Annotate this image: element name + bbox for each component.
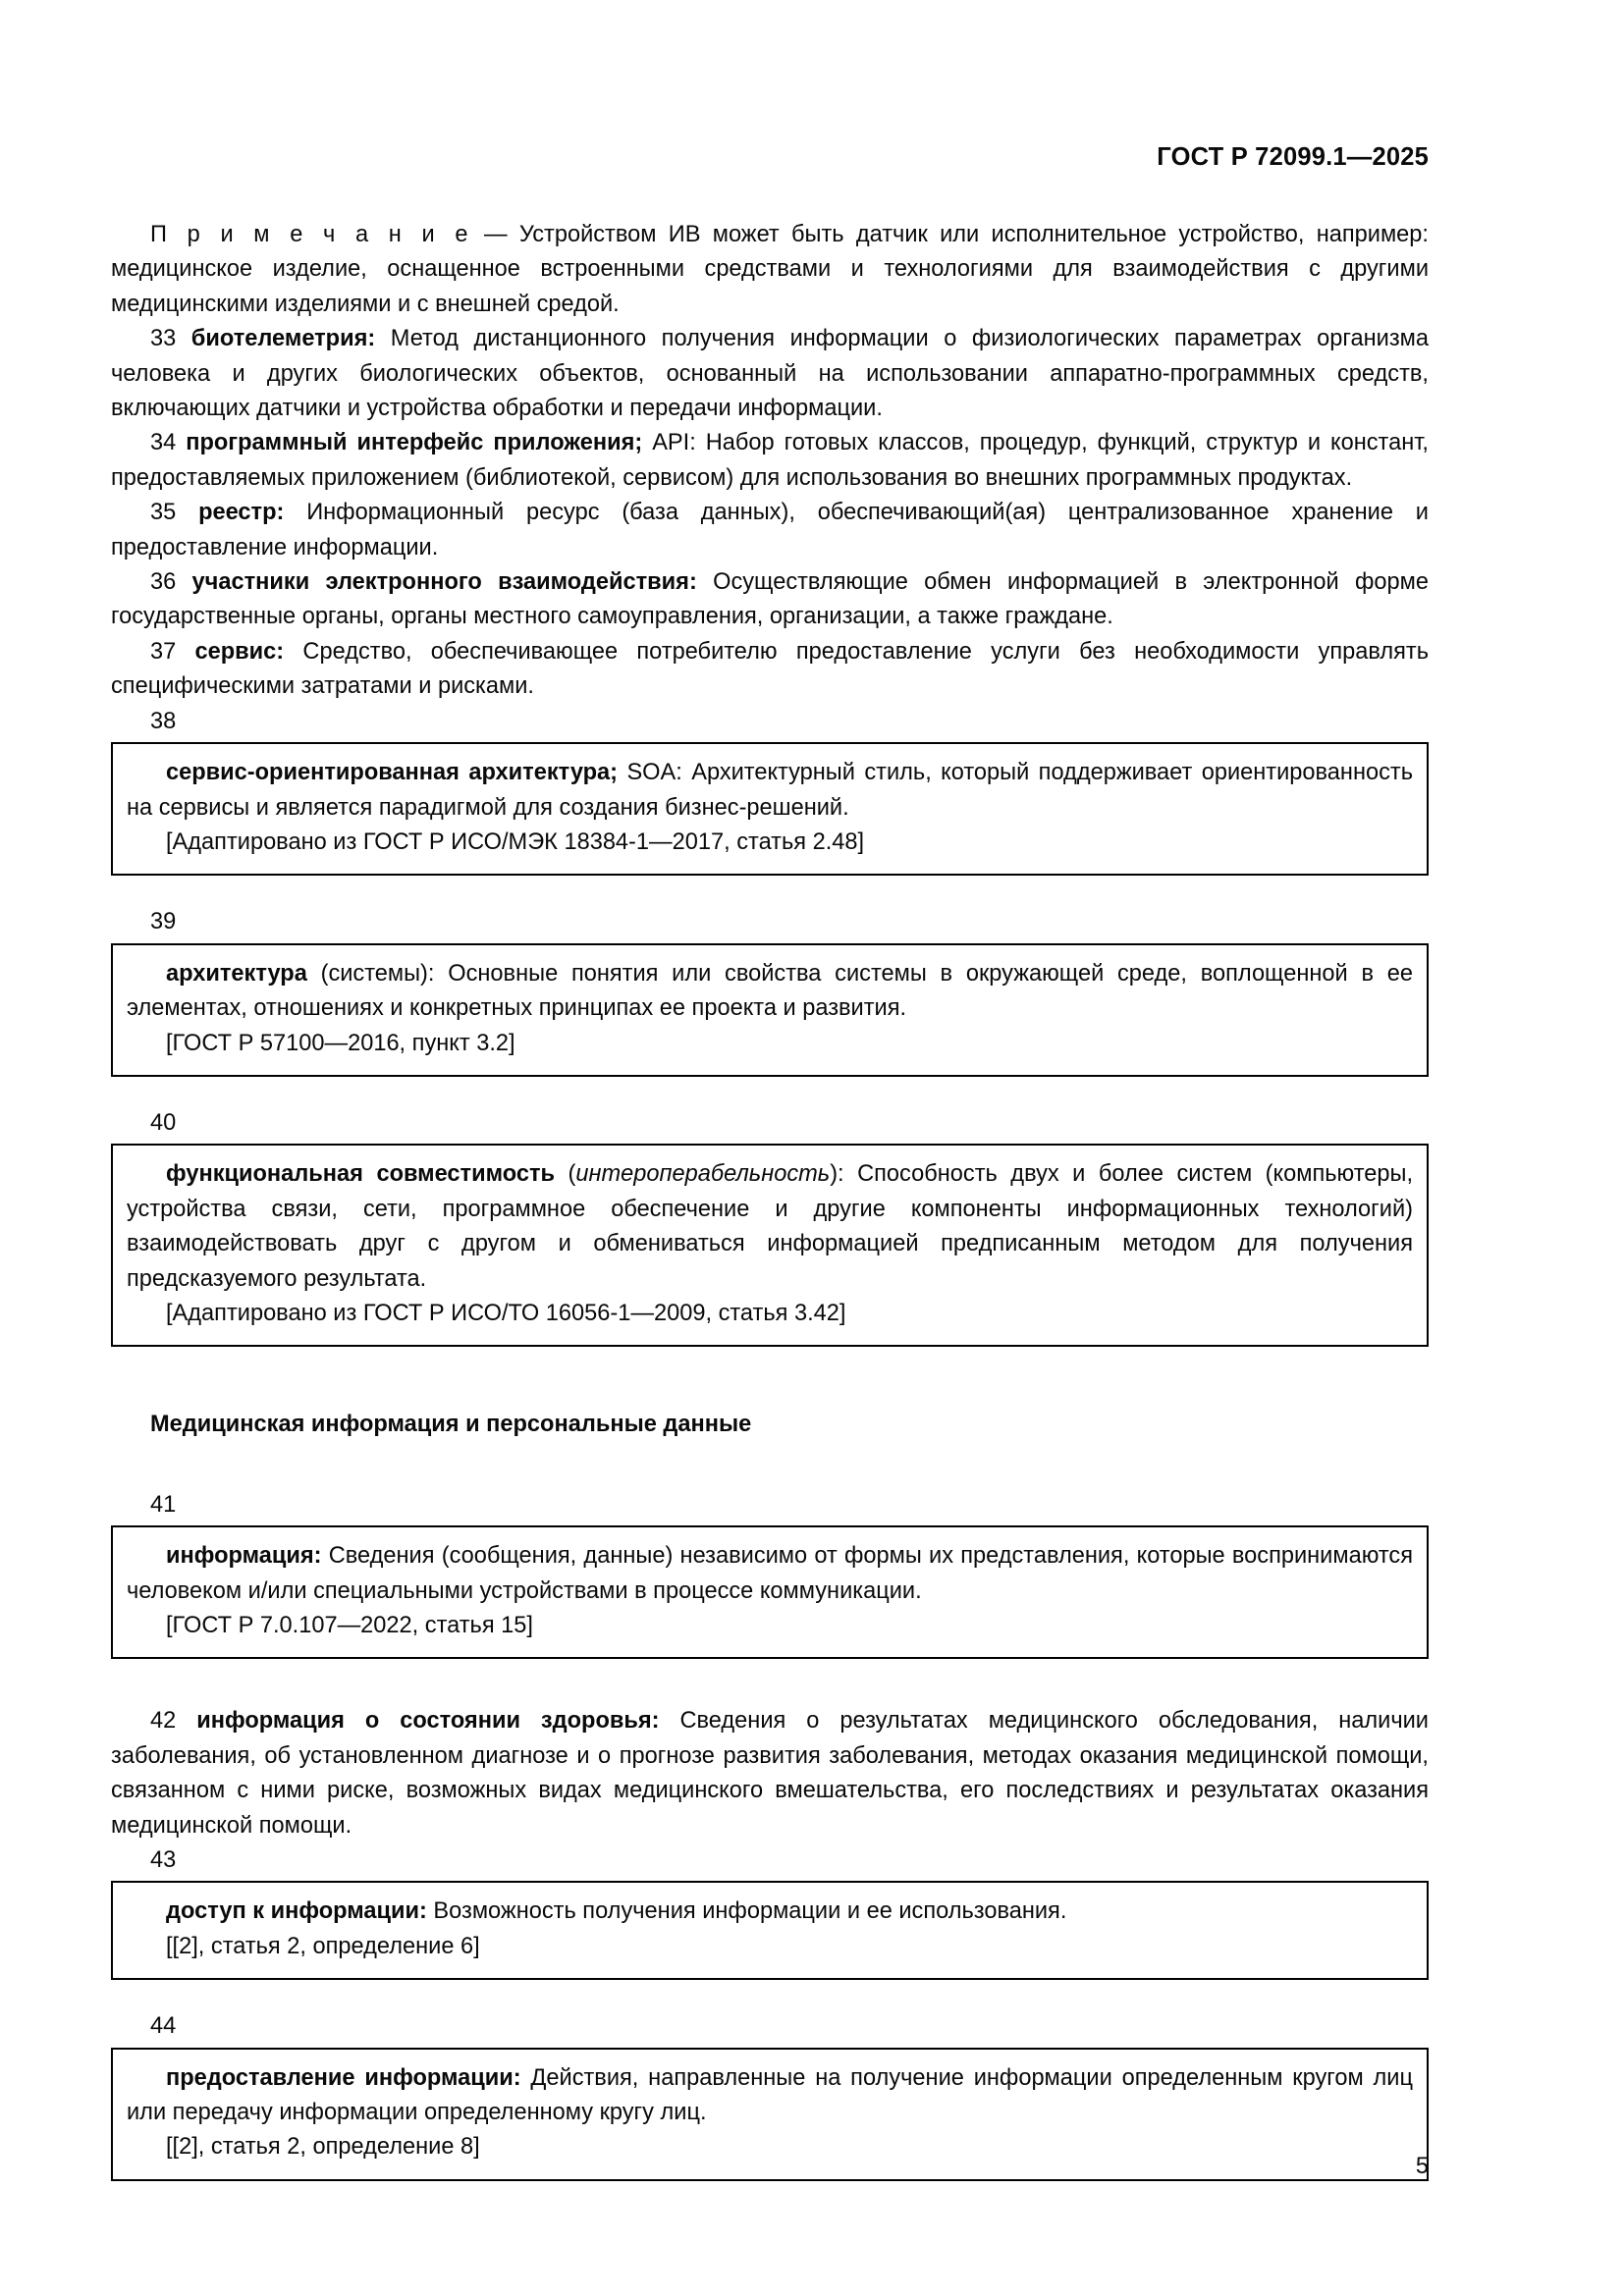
entry-40-number: 40 [150, 1109, 177, 1136]
entry-40-term: функциональная совместимость [166, 1161, 556, 1188]
entry-38-definition-line [127, 756, 1413, 826]
entry-33 [111, 322, 1429, 426]
entry-36 [111, 565, 1429, 635]
entry-42-definition: Сведения о результатах медицинского обследования, наличии заболевания, об установленном диагнозе и о прогнозе развития заболевания, методах оказания медицинской помощи, связанном с ними риске, возможных видах медицинского вмешательства, его последствиях и результатах оказания медицинской помощи. [111, 1708, 1429, 1839]
entry-40-term-close: ): [830, 1161, 844, 1188]
entry-41-definition: Сведения (сообщения, данные) независимо от формы их представления, которые воспринимаются человеком и/или специальными устройствами в процессе коммуникации. [127, 1543, 1413, 1604]
entry-40-term-open: ( [555, 1161, 576, 1188]
note-label: П р и м е ч а н и е [150, 222, 472, 247]
entry-35-term: реестр: [198, 500, 285, 526]
entry-41-number: 41 [150, 1491, 177, 1518]
entry-34 [111, 426, 1429, 496]
entry-39-definition: Основные понятия или свойства системы в окружающей среде, воплощенной в ее элементах, отношениях и конкретных принципах ее проекта и развития. [127, 960, 1413, 1022]
entry-34-number: 34 [150, 430, 187, 456]
entry-36-term: участники электронного взаимодействия: [191, 569, 697, 596]
entry-34-term: программный интерфейс приложения; [186, 430, 643, 456]
entry-41-definition-line [127, 1539, 1413, 1609]
entry-42 [111, 1704, 1429, 1843]
entry-35-definition: Информационный ресурс (база данных), обеспечивающий(ая) централизованное хранение и предоставление информации. [111, 500, 1429, 561]
entry-39-term-suffix: (системы): [306, 960, 435, 987]
entry-38-definition: SOA: Архитектурный стиль, который поддерживает ориентированность на сервисы и является парадигмой для создания бизнес-решений. [127, 760, 1414, 821]
note-dash: — [471, 222, 519, 247]
note-text: Устройством ИВ может быть датчик или исполнительное устройство, например: медицинское изделие, оснащенное встроенными средствами и технологиями для взаимодействия с другими медицинскими изделиями и с внешней средой. [111, 222, 1429, 317]
entry-34-definition: API: Набор готовых классов, процедур, функций, структур и констант, предоставляемых приложением (библиотекой, сервисом) для использования во внешних программных продуктах. [111, 430, 1429, 491]
entry-38-source: [Адаптировано из ГОСТ Р ИСО/МЭК 18384-1—2017, статья 2.48] [166, 828, 865, 855]
entry-43-definition: Возможность получения информации и ее использования. [426, 1898, 1067, 1925]
note-paragraph [111, 218, 1429, 322]
entry-37-term: сервис: [194, 638, 285, 665]
entry-40-source: [Адаптировано из ГОСТ Р ИСО/ТО 16056-1—2009, статья 3.42] [166, 1300, 846, 1326]
entry-43-definition-line [127, 1895, 1413, 1929]
definition-box-43 [111, 1881, 1429, 1980]
entry-42-term: информация о состоянии здоровья: [196, 1708, 660, 1735]
entry-41-term: информация: [166, 1543, 322, 1570]
entry-35-number: 35 [150, 500, 199, 526]
definition-box-40 [111, 1144, 1429, 1347]
entry-41-source: [ГОСТ Р 7.0.107—2022, статья 15] [166, 1613, 533, 1638]
entry-33-term: биотелеметрия: [190, 326, 376, 352]
entry-39-number: 39 [150, 909, 177, 935]
entry-42-number: 42 [150, 1708, 197, 1735]
page-header-standard-number: ГОСТ Р 72099.1—2025 [1157, 143, 1429, 171]
entry-44-definition: Действия, направленные на получение информации определенным кругом лиц или передачу информации определенному кругу лиц. [127, 2064, 1413, 2126]
entry-38-number: 38 [150, 708, 177, 734]
entry-43-term: доступ к информации: [166, 1898, 427, 1925]
entry-36-definition: Осуществляющие обмен информацией в электронной форме государственные органы, органы местного самоуправления, организации, а также граждане. [111, 569, 1429, 630]
entry-39-term: архитектура [166, 960, 307, 987]
entry-33-number: 33 [150, 326, 191, 352]
entry-35 [111, 496, 1429, 565]
definition-box-39 [111, 943, 1429, 1077]
entry-43-source: [[2], статья 2, определение 6] [166, 1933, 480, 1959]
entry-40-definition: Способность двух и более систем (компьютеры, устройства связи, сети, программное обеспечение и другие компоненты информационных технологий) взаимодействовать друг с другом и обмениваться информацией предписанным методом для получения предсказуемого результата. [127, 1161, 1413, 1292]
document-content [111, 218, 1429, 2181]
entry-37-number: 37 [150, 638, 195, 665]
entry-40-definition-line [127, 1157, 1413, 1297]
entry-39-source: [ГОСТ Р 57100—2016, пункт 3.2] [166, 1030, 515, 1056]
entry-40-term-italic: интероперабельность [575, 1161, 831, 1188]
entry-44-source: [[2], статья 2, определение 8] [166, 2134, 480, 2161]
page-number-footer: 5 [1415, 2154, 1429, 2179]
entry-44-term: предоставление информации: [166, 2064, 521, 2091]
entry-44-number: 44 [150, 2013, 177, 2040]
entry-43-number: 43 [150, 1847, 177, 1874]
entry-44-definition-line [127, 2061, 1413, 2131]
section-heading: Медицинская информация и персональные данные [150, 1412, 752, 1438]
entry-39-definition-line [127, 957, 1413, 1027]
entry-36-number: 36 [150, 569, 192, 596]
entry-38-term: сервис-ориентированная архитектура; [166, 760, 619, 786]
definition-box-38 [111, 742, 1429, 876]
entry-37-definition: Средство, обеспечивающее потребителю предоставление услуги без необходимости управлять специфическими затратами и рисками. [111, 638, 1429, 700]
entry-33-definition: Метод дистанционного получения информации о физиологических параметрах организма человека и других биологических объектов, основанный на использовании аппаратно-программных средств, включающих датчики и устройства обработки и передачи информации. [111, 326, 1429, 422]
entry-37 [111, 635, 1429, 705]
definition-box-41 [111, 1525, 1429, 1659]
